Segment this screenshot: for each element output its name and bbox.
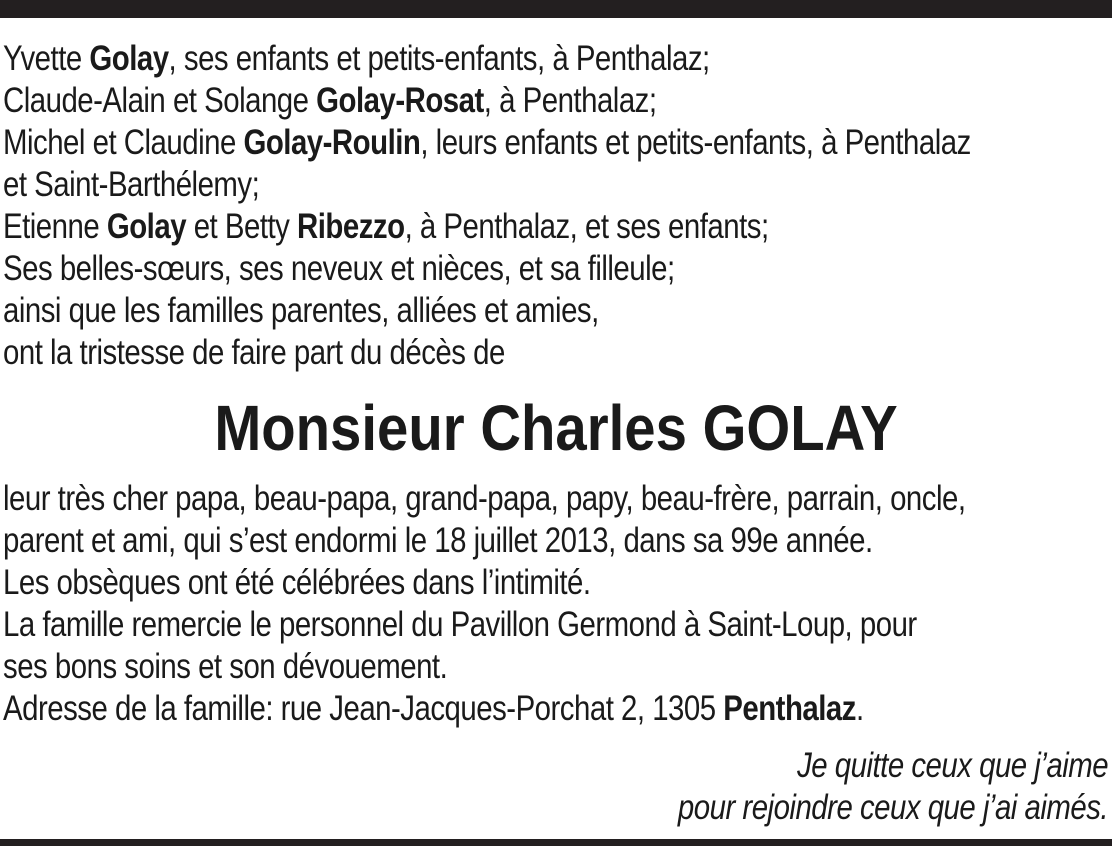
- deceased-name-heading: Monsieur Charles GOLAY: [214, 392, 898, 464]
- surname: Golay-Rosat: [316, 81, 484, 120]
- closing-quote: [596, 745, 1108, 829]
- surname: Ribezzo: [297, 207, 405, 246]
- text: Michel et Claudine: [3, 123, 244, 162]
- town: Penthalaz: [723, 689, 856, 728]
- intro-line-6: Ses belles-sœurs, ses neveux et nièces, et sa filleule;: [3, 249, 675, 288]
- top-border-rule: [0, 0, 1112, 18]
- family-announcement: [3, 38, 1109, 374]
- body-line-2: parent et ami, qui s’est endormi le 18 juillet 2013, dans sa 99e année.: [3, 521, 873, 560]
- text: , à Penthalaz, et ses enfants;: [404, 207, 769, 246]
- text: et Betty: [186, 207, 298, 246]
- text: Adresse de la famille: rue Jean-Jacques-Porchat 2, 1305: [3, 689, 724, 728]
- intro-line-4: et Saint-Barthélemy;: [3, 165, 260, 204]
- body-line-4: La famille remercie le personnel du Pavillon Germond à Saint-Loup, pour: [3, 605, 917, 644]
- intro-line-2: [3, 80, 932, 122]
- text: , leurs enfants et petits-enfants, à Penthalaz: [420, 123, 971, 162]
- text: , à Penthalaz;: [483, 81, 657, 120]
- intro-line-5: [3, 206, 932, 248]
- intro-line-3: [3, 122, 971, 164]
- body-line-1: leur très cher papa, beau-papa, grand-papa, papy, beau-frère, parrain, oncle,: [3, 479, 966, 518]
- intro-line-1: [3, 38, 932, 80]
- bottom-border-rule: [0, 839, 1112, 846]
- text: , ses enfants et petits-enfants, à Penthalaz;: [168, 39, 710, 78]
- surname: Golay-Roulin: [243, 123, 421, 162]
- text: Etienne: [3, 207, 107, 246]
- intro-line-8: ont la tristesse de faire part du décès de: [3, 333, 505, 372]
- quote-line-1: Je quitte ceux que j’aime: [797, 746, 1108, 785]
- intro-line-7: ainsi que les familles parentes, alliées et amies,: [3, 291, 599, 330]
- text: Yvette: [3, 39, 90, 78]
- family-address-line: [3, 688, 932, 730]
- body-line-3: Les obsèques ont été célébrées dans l’intimité.: [3, 563, 591, 602]
- body-line-5: ses bons soins et son dévouement.: [3, 647, 448, 686]
- surname: Golay: [89, 39, 169, 78]
- announcement-body: [3, 478, 1109, 730]
- quote-line-2: pour rejoindre ceux que j’ai aimés.: [677, 788, 1108, 827]
- text: .: [855, 689, 864, 728]
- surname: Golay: [106, 207, 187, 246]
- text: Claude-Alain et Solange: [3, 81, 317, 120]
